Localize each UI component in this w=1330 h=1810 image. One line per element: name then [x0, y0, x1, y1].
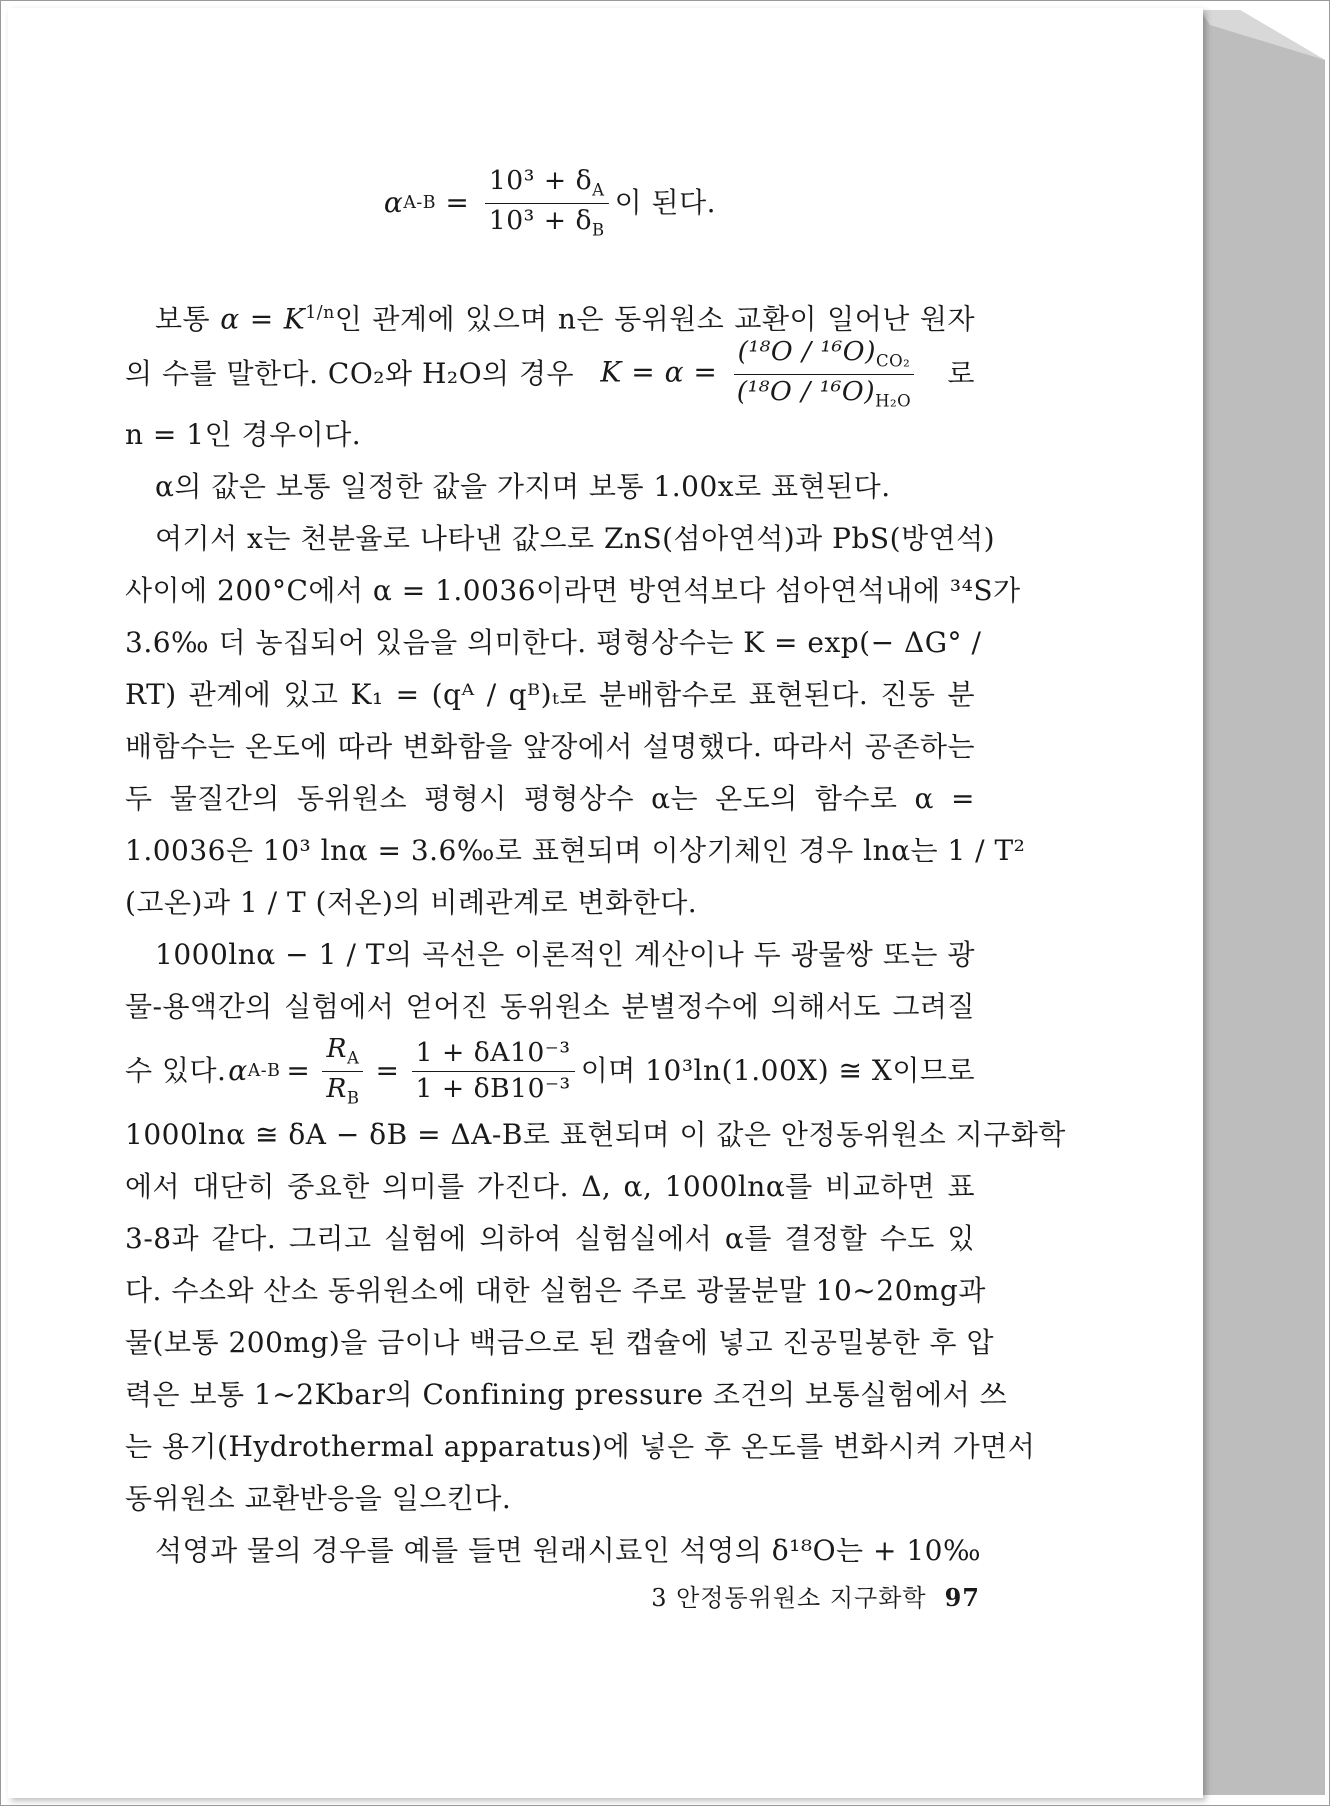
eq-den-sub: B	[591, 219, 605, 239]
r-num-text: R	[326, 1033, 347, 1065]
paragraph-4-line-9: 력은 보통 1~2Kbar의 Confining pressure 조건의 보통실험에서 쓰	[125, 1378, 1008, 1411]
ratio-num-text: (¹⁸O / ¹⁶O)	[737, 336, 876, 368]
running-footer-chapter: 3 안정동위원소 지구화학	[651, 1584, 927, 1612]
text-run: 보통	[155, 302, 221, 336]
paragraph-1-line-3: n = 1인 경우이다.	[125, 418, 362, 451]
eq-num-text: 10³ + δ	[488, 165, 593, 197]
paragraph-5-line-1: 석영과 물의 경우를 예를 들면 원래시료인 석영의 δ¹⁸O는 + 10‰	[155, 1534, 982, 1567]
paragraph-3-line-7: 1.0036은 10³ lnα = 3.6‰로 표현되며 이상기체인 경우 lnα는 1 / T²	[125, 834, 1026, 867]
paragraph-3-line-2: 사이에 200°C에서 α = 1.0036이라면 방연석보다 섬아연석내에 ³⁴S가	[125, 574, 1021, 607]
text-run: 이며 10³ln(1.00X) ≅ X이므로	[580, 1054, 975, 1087]
paragraph-4-line-7: 다. 수소와 산소 동위원소에 대한 실험은 주로 광물분말 10~20mg과	[125, 1274, 986, 1307]
formula-alpha-sub: A-B	[247, 1061, 281, 1081]
paragraph-2: α의 값은 보통 일정한 값을 가지며 보통 1.00x로 표현된다.	[155, 470, 891, 503]
eq-equals: =	[436, 186, 479, 219]
paragraph-4-line-5: 에서 대단히 중요한 의미를 가진다. Δ, α, 1000lnα를 비교하면 표	[125, 1170, 975, 1203]
eq-suffix: 이 된다.	[614, 186, 717, 219]
paragraph-4-line-8: 물(보통 200mg)을 금이나 백금으로 된 캡슐에 넣고 진공밀봉한 후 압	[125, 1326, 995, 1359]
paragraph-4-line-2: 물-용액간의 실험에서 얻어진 동위원소 분별정수에 의해서도 그려질	[125, 990, 975, 1023]
ratio-num-sub: CO₂	[876, 351, 911, 371]
paragraph-3-line-4: RT) 관계에 있고 K₁ = (qᴬ / qᴮ)ₜ로 분배함수로 표현된다. 진동 분	[125, 678, 975, 711]
text-run: 로	[947, 357, 975, 390]
paragraph-4-line-1: 1000lnα − 1 / T의 곡선은 이론적인 계산이나 두 광물쌍 또는 광	[155, 938, 975, 971]
delta-numerator: 1 + δA10⁻³	[412, 1038, 575, 1072]
exponent-1-over-n: 1/n	[305, 303, 335, 323]
paragraph-4-line-6: 3-8과 같다. 그리고 실험에 의하여 실험실에서 α를 결정할 수도 있	[125, 1222, 975, 1255]
paragraph-3-line-1: 여기서 x는 천분율로 나타낸 값으로 ZnS(섬아연석)과 PbS(방연석)	[155, 522, 996, 555]
eq-den-text: 10³ + δ	[488, 204, 592, 236]
paragraph-3-line-3: 3.6‰ 더 농집되어 있음을 의미한다. 평형상수는 K = exp(− ΔG° /	[125, 626, 982, 659]
eq-lhs-sub: A-B	[403, 193, 437, 213]
equals-sign: =	[286, 1054, 311, 1087]
formula-k-text: K = α =	[600, 355, 718, 389]
paragraph-4-line-4: 1000lnα ≅ δA − δB = ΔA-B로 표현되며 이 값은 안정동위원소 지구화학	[125, 1118, 1066, 1151]
paragraph-3-line-5: 배함수는 온도에 따라 변화함을 앞장에서 설명했다. 따라서 공존하는	[125, 730, 975, 763]
paragraph-4-line-10: 는 용기(Hydrothermal apparatus)에 넣은 후 온도를 변화시켜 가면서	[125, 1430, 1036, 1463]
ratio-den-text: (¹⁸O / ¹⁶O)	[736, 375, 876, 407]
ratio-den-sub: H₂O	[875, 390, 912, 410]
text-run: 인 관계에 있으며 n은 동위원소 교환이 일어난 원자	[334, 302, 975, 336]
text-run: 수 있다.	[125, 1054, 227, 1087]
page-number: 97	[944, 1583, 980, 1612]
paragraph-3-line-8: (고온)과 1 / T (저온)의 비례관계로 변화한다.	[125, 886, 698, 919]
equals-sign: =	[375, 1054, 400, 1087]
eq-num-sub: A	[592, 180, 605, 200]
eq-lhs: α	[383, 186, 404, 219]
formula-alpha: α	[228, 1054, 248, 1087]
delta-denominator: 1 + δB10⁻³	[415, 1072, 571, 1104]
r-den-text: R	[326, 1072, 347, 1104]
text-run: 의 수를 말한다. CO₂와 H₂O의 경우	[125, 357, 575, 390]
r-den-sub: B	[346, 1087, 360, 1107]
paragraph-3-line-6: 두 물질간의 동위원소 평형시 평형상수 α는 온도의 함수로 α =	[125, 782, 975, 815]
r-num-sub: A	[347, 1048, 360, 1068]
paragraph-4-line-11: 동위원소 교환반응을 일으킨다.	[125, 1482, 512, 1515]
formula-alpha-k: α = K	[220, 302, 306, 336]
